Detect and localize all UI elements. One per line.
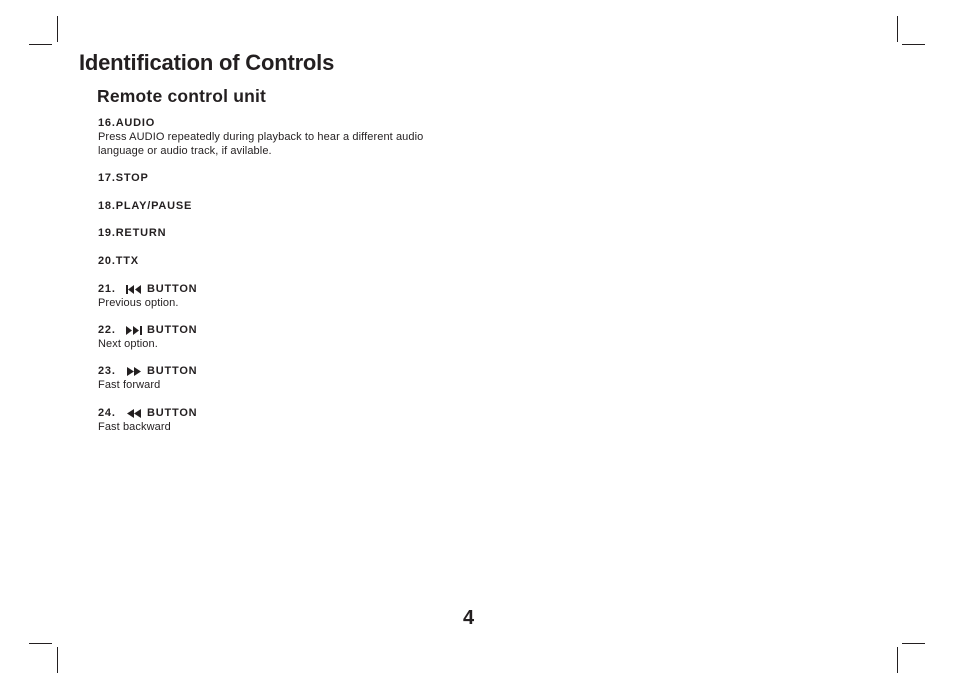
fast-backward-icon [122,407,146,419]
control-description: Fast forward [98,379,161,391]
page-number: 4 [463,607,475,629]
control-item-fast-forward [98,364,498,392]
crop-mark [897,16,898,42]
control-number: 24. [98,407,116,419]
control-heading [98,364,498,378]
control-item-previous [98,282,498,310]
crop-mark [897,647,898,673]
crop-mark [57,16,58,42]
control-heading: 17.STOP [98,172,149,184]
control-label: BUTTON [147,407,198,419]
skip-previous-icon [122,283,146,295]
crop-mark [902,643,925,644]
page-title: Identification of Controls [79,50,335,75]
skip-next-icon [122,324,146,336]
control-item-next [98,323,498,351]
control-item-audio [98,116,498,158]
control-number: 21. [98,283,116,295]
control-item-fast-backward [98,406,498,434]
control-label: BUTTON [147,283,198,295]
crop-mark [902,44,925,45]
control-description: Previous option. [98,297,179,309]
control-description: Fast backward [98,421,171,433]
control-label: BUTTON [147,365,198,377]
control-item-stop [98,171,498,185]
control-heading: 18.PLAY/PAUSE [98,200,193,212]
section-subtitle: Remote control unit [97,86,267,106]
control-label: BUTTON [147,324,198,336]
crop-mark [29,44,52,45]
control-number: 22. [98,324,116,336]
control-number: 23. [98,365,116,377]
control-description: Press AUDIO repeatedly during playback to hear a different audio language or audio track, if avilable. [98,131,424,157]
control-description: Next option. [98,338,158,350]
control-item-play-pause [98,199,498,213]
control-heading: 16.AUDIO [98,117,156,129]
crop-mark [29,643,52,644]
control-heading [98,323,498,337]
control-heading [98,406,498,420]
control-item-ttx [98,254,498,268]
fast-forward-icon [122,365,146,377]
crop-mark [57,647,58,673]
control-item-return [98,226,498,240]
control-heading: 20.TTX [98,255,139,267]
control-heading: 19.RETURN [98,227,167,239]
control-heading [98,282,498,296]
